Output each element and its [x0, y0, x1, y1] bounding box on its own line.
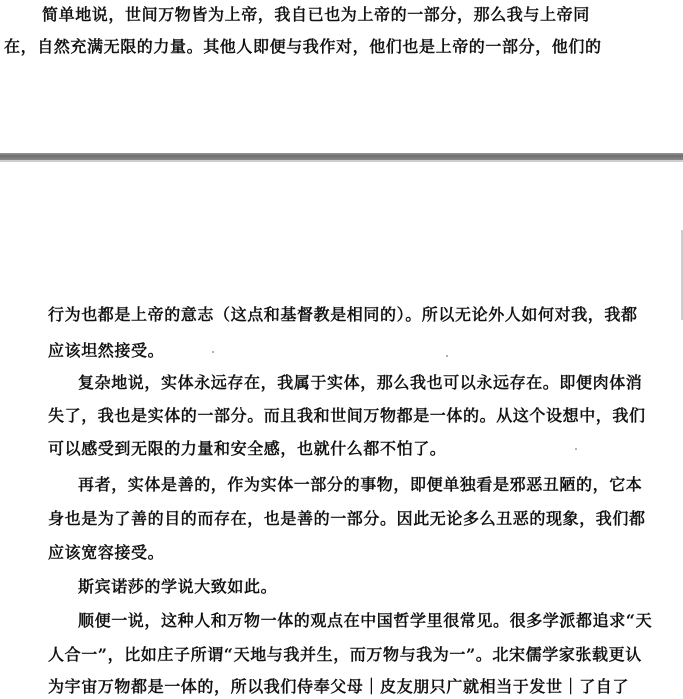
body-line-6: 再者，实体是善的，作为实体一部分的事物，即便单独看是邪恶丑陋的，它本 — [78, 475, 643, 494]
body-line-5: 可以感受到无限的力量和安全感，也就什么都不怕了。 — [48, 439, 447, 458]
body-line-12: 为宇宙万物都是一体的，所以我们侍奉父母｜皮友朋只广就相当于发世｜了自了 — [48, 677, 630, 696]
body-line-11: 人合一”，比如庄子所谓“天地与我并生，而万物与我为一”。北宋儒学家张载更认 — [48, 645, 642, 664]
page-divider — [0, 153, 683, 160]
body-line-7: 身也是为了善的目的而存在，也是善的一部分。因此无论多么丑恶的现象，我们都 — [48, 509, 646, 528]
scan-speck — [575, 448, 577, 450]
body-line-1: 行为也都是上帝的意志（这点和基督教是相同的）。所以无论外人如何对我，我都 — [48, 305, 638, 324]
body-line-2: 应该坦然接受。 — [48, 341, 165, 360]
body-line-10: 顺便一说，这种人和万物一体的观点在中国哲学里很常见。很多学派都追求“天 — [78, 611, 653, 630]
scan-speck — [212, 351, 214, 353]
scan-speck — [446, 355, 448, 357]
body-line-8: 应该宽容接受。 — [48, 543, 165, 562]
upper-page — [0, 0, 683, 150]
upper-line-1: 简单地说，世间万物皆为上帝，我自已也为上帝的一部分，那么我与上帝同 — [42, 5, 590, 24]
page-divider-shadow — [0, 160, 683, 162]
body-line-9: 斯宾诺莎的学说大致如此。 — [78, 577, 278, 596]
upper-line-2: 在，自然充满无限的力量。其他人即便与我作对，他们也是上帝的一部分，他们的 — [4, 37, 602, 56]
body-line-4: 失了，我也是实体的一部分。而且我和世间万物都是一体的。从这个设想中，我们 — [48, 406, 646, 425]
body-line-3: 复杂地说，实体永远存在，我属于实体，那么我也可以永远存在。即便肉体消 — [78, 373, 643, 392]
